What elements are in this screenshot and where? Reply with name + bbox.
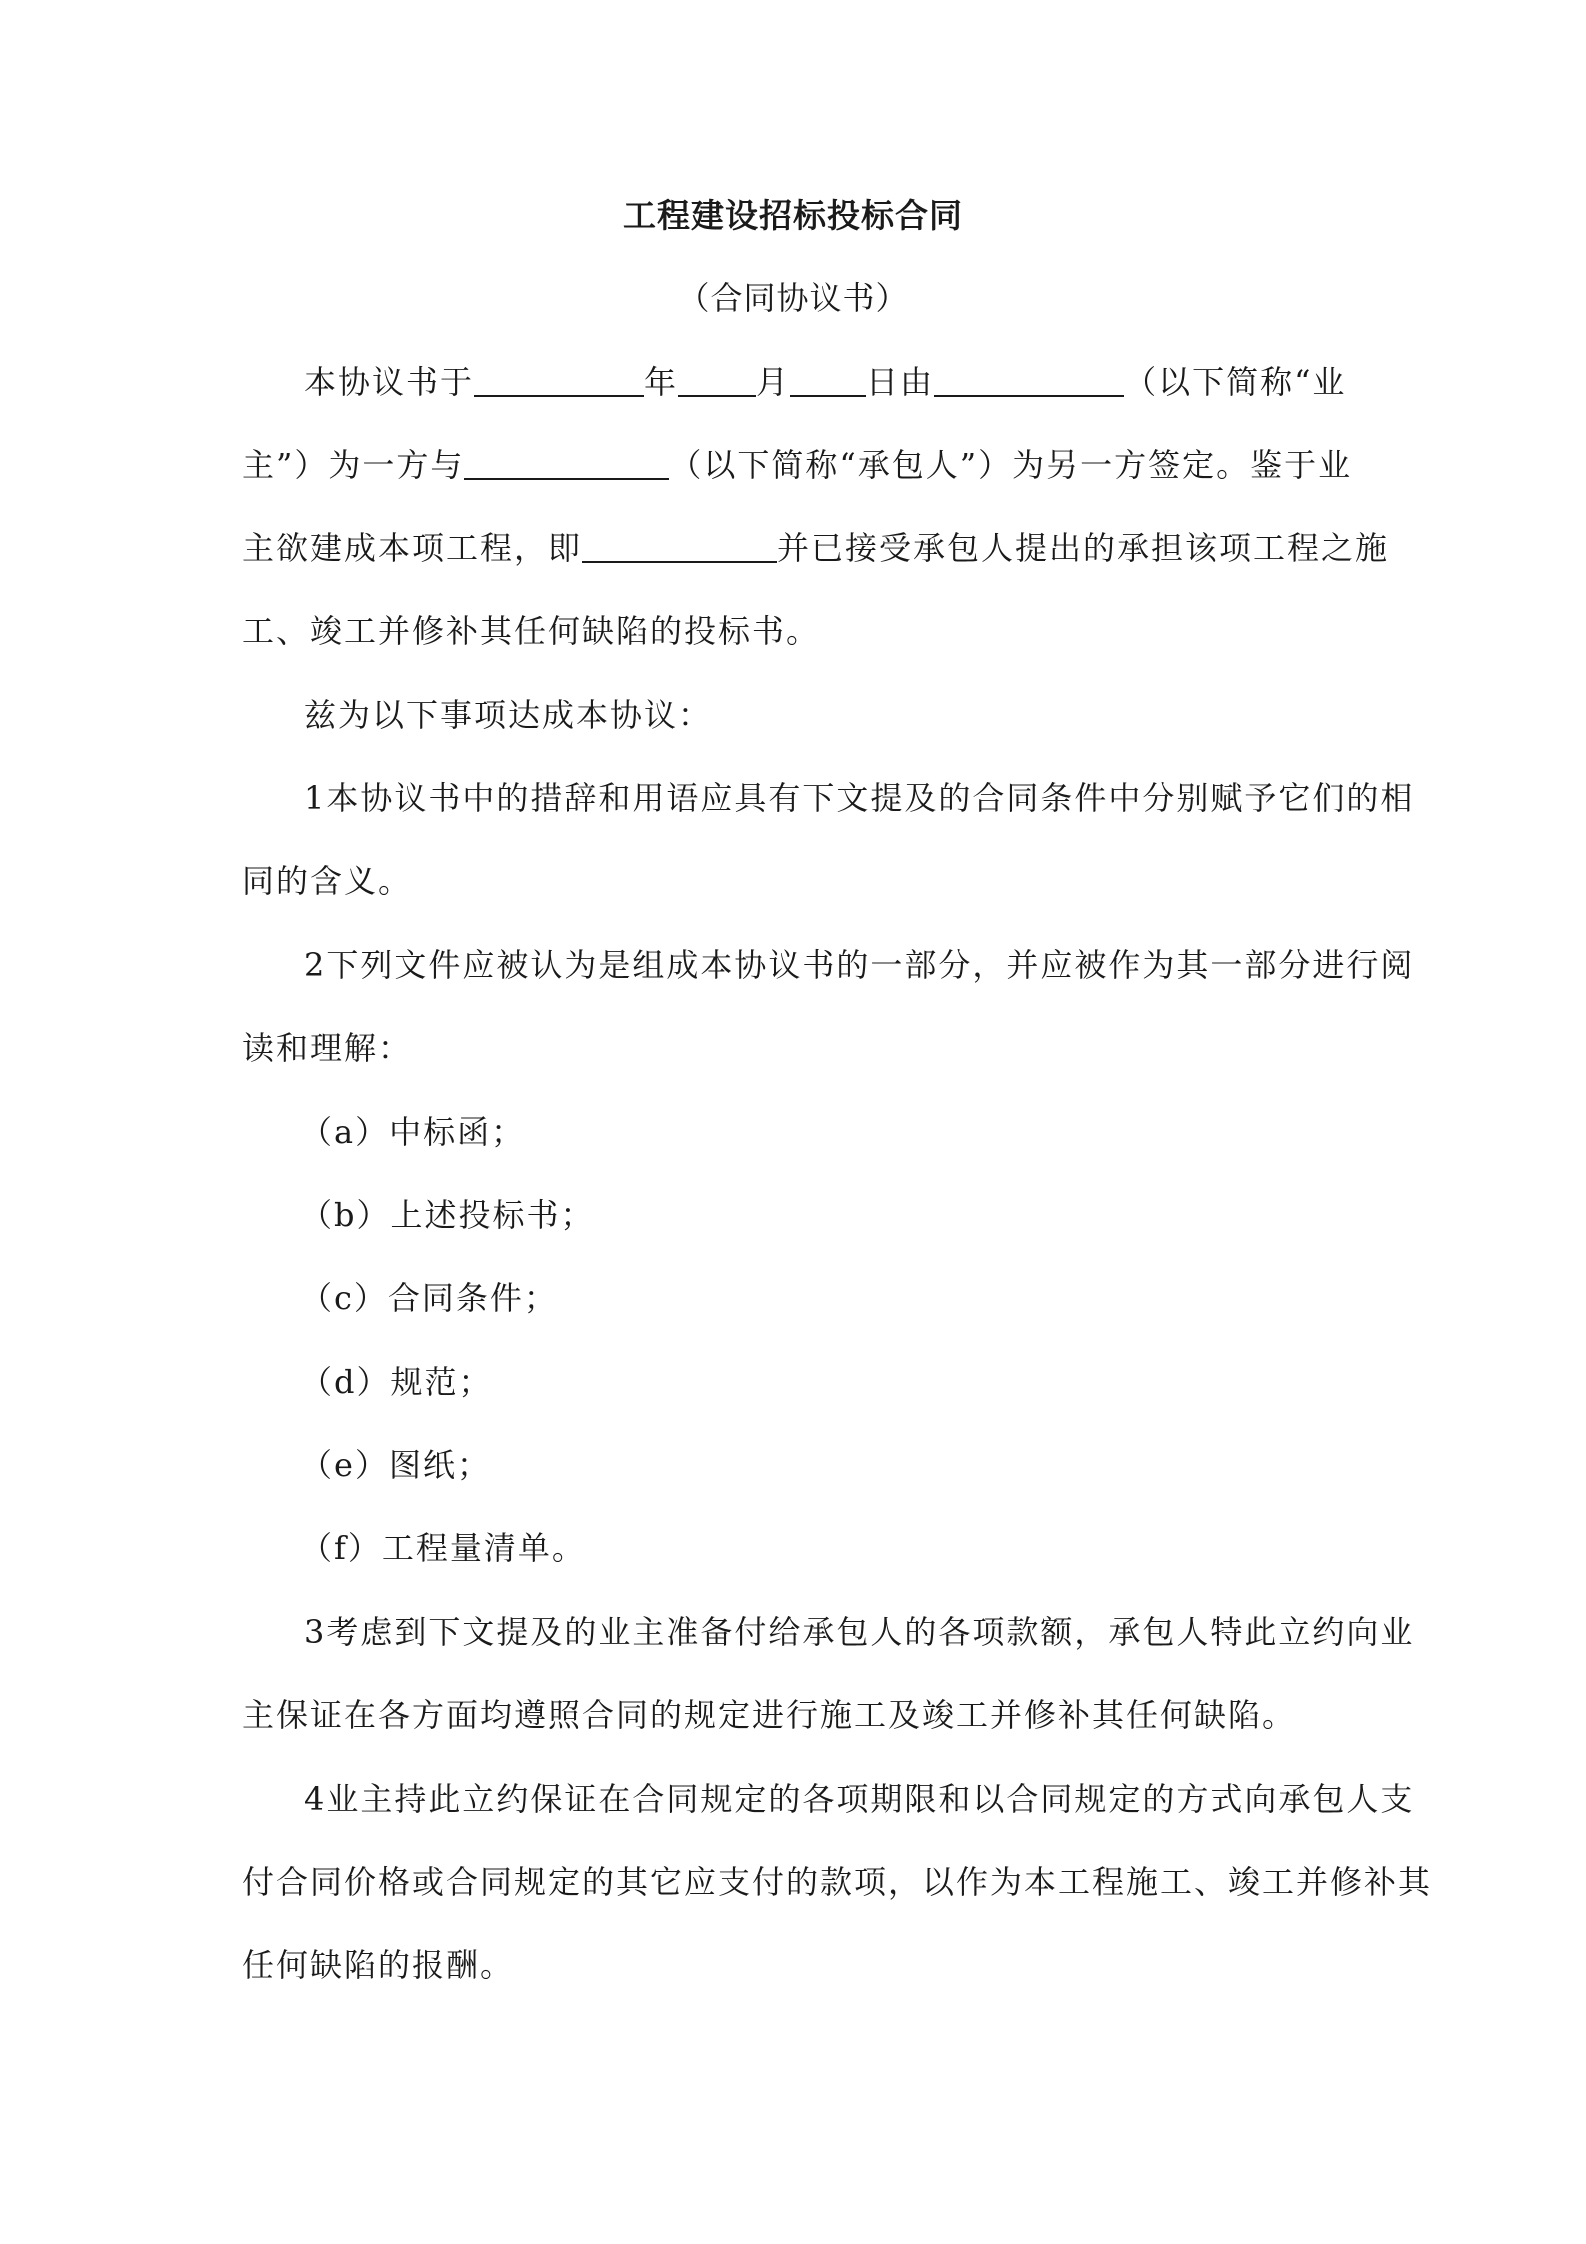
clause-2-line-2: 读和理解： xyxy=(242,1029,413,1067)
clause-4-line-1: 4业主持此立约保证在合同规定的各项期限和以合同规定的方式向承包人支 xyxy=(304,1780,1415,1818)
contractor-name-blank xyxy=(464,448,669,480)
document-subtitle: （合同协议书） xyxy=(677,279,909,317)
project-name-blank xyxy=(582,531,777,563)
list-item: （e）图纸； xyxy=(300,1446,491,1484)
list-item: （a）中标函； xyxy=(300,1113,526,1151)
date-year-blank xyxy=(474,365,644,397)
document-title: 工程建设招标投标合同 xyxy=(623,196,963,235)
intro-text: 月 xyxy=(756,363,791,401)
owner-name-blank xyxy=(934,365,1124,397)
agreement-statement: 兹为以下事项达成本协议： xyxy=(304,696,713,734)
list-item: （f）工程量清单。 xyxy=(300,1529,586,1567)
date-day-blank xyxy=(790,365,866,397)
list-item: （b）上述投标书； xyxy=(300,1196,595,1234)
clause-1-line-1: 1本协议书中的措辞和用语应具有下文提及的合同条件中分别赋予它们的相 xyxy=(304,779,1415,817)
clause-3-line-1: 3考虑到下文提及的业主准备付给承包人的各项款额，承包人特此立约向业 xyxy=(304,1613,1415,1651)
list-item: （c）合同条件； xyxy=(300,1279,558,1317)
intro-text: 年 xyxy=(644,363,679,401)
intro-text: 主”）为一方与 xyxy=(242,446,465,484)
clause-2-line-1: 2下列文件应被认为是组成本协议书的一部分，并应被作为其一部分进行阅 xyxy=(304,946,1415,984)
list-item: （d）规范； xyxy=(300,1363,493,1401)
intro-text: （以下简称“承包人”）为另一方签定。鉴于业 xyxy=(669,446,1353,484)
clause-1-line-2: 同的含义。 xyxy=(242,862,413,900)
clause-4-line-3: 任何缺陷的报酬。 xyxy=(242,1946,515,1984)
clause-4-line-2: 付合同价格或合同规定的其它应支付的款项，以作为本工程施工、竣工并修补其 xyxy=(242,1863,1433,1901)
date-month-blank xyxy=(678,365,756,397)
intro-line-3 xyxy=(242,523,1390,569)
clause-3-line-2: 主保证在各方面均遵照合同的规定进行施工及竣工并修补其任何缺陷。 xyxy=(242,1696,1297,1734)
intro-line-1 xyxy=(304,357,1424,403)
intro-line-4: 工、竣工并修补其任何缺陷的投标书。 xyxy=(242,612,821,650)
intro-text: 主欲建成本项工程，即 xyxy=(242,529,583,567)
intro-text: 本协议书于 xyxy=(304,363,475,401)
intro-text: 并已接受承包人提出的承担该项工程之施 xyxy=(777,529,1390,567)
intro-line-2 xyxy=(242,440,1362,486)
intro-text: （以下简称“业 xyxy=(1124,363,1347,401)
intro-text: 日由 xyxy=(866,363,935,401)
